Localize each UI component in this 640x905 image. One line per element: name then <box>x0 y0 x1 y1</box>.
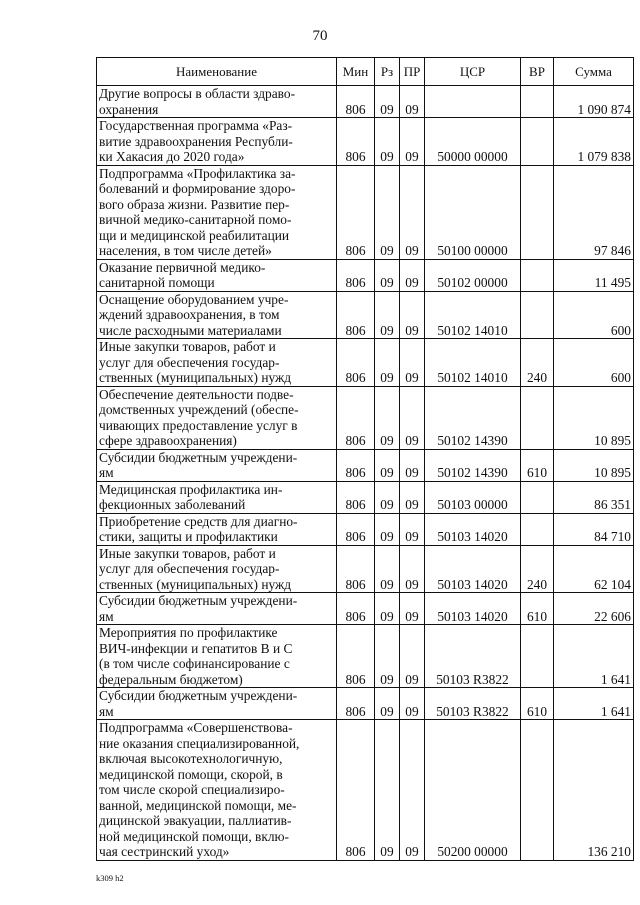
row-vr <box>521 625 554 688</box>
header-rz: Рз <box>375 58 400 86</box>
table-row <box>97 118 634 166</box>
header-pr: ПР <box>400 58 425 86</box>
row-csr: 50100 00000 <box>425 165 521 259</box>
row-vr: 610 <box>521 449 554 481</box>
row-rz: 09 <box>375 593 400 625</box>
row-pr: 09 <box>400 291 425 339</box>
row-name: Оказание первичной медико- санитарной помощи <box>97 259 337 291</box>
row-rz: 09 <box>375 291 400 339</box>
row-min: 806 <box>337 593 375 625</box>
table-row <box>97 339 634 387</box>
row-rz: 09 <box>375 165 400 259</box>
row-csr: 50102 00000 <box>425 259 521 291</box>
row-pr: 09 <box>400 339 425 387</box>
row-csr: 50102 14010 <box>425 291 521 339</box>
row-min: 806 <box>337 339 375 387</box>
row-name: Субсидии бюджетным учреждени- ям <box>97 688 337 720</box>
row-pr: 09 <box>400 449 425 481</box>
row-min: 806 <box>337 291 375 339</box>
row-sum: 1 090 874 <box>554 86 634 118</box>
row-name: Приобретение средств для диагно- стики, защиты и профилактики <box>97 513 337 545</box>
row-pr: 09 <box>400 545 425 593</box>
row-pr: 09 <box>400 625 425 688</box>
row-name: Мероприятия по профилактике ВИЧ-инфекции и гепатитов В и С (в том числе софинансирование с федеральным бюджетом) <box>97 625 337 688</box>
header-min: Мин <box>337 58 375 86</box>
row-sum: 22 606 <box>554 593 634 625</box>
row-sum: 600 <box>554 339 634 387</box>
row-vr: 610 <box>521 593 554 625</box>
row-pr: 09 <box>400 513 425 545</box>
row-name: Подпрограмма «Совершенствова- ние оказания специализированной, включая высокотехнологичную, медицинской помощи, скорой, в том числе скорой специализиро- ванной, медицинской помощи, ме- дицинской эвакуации, паллиатив- ной медицинской помощи, вклю- чая сестринский уход» <box>97 720 337 861</box>
row-min: 806 <box>337 513 375 545</box>
table-row <box>97 720 634 861</box>
budget-table <box>96 57 634 861</box>
row-csr: 50200 00000 <box>425 720 521 861</box>
row-name: Подпрограмма «Профилактика за- болеваний и формирование здоро- вого образа жизни. Развитие пер- вичной медико-санитарной помо- щи и медицинской реабилитации населения, в том числе детей» <box>97 165 337 259</box>
header-vr: ВР <box>521 58 554 86</box>
row-min: 806 <box>337 165 375 259</box>
table-header-row <box>97 58 634 86</box>
table-row <box>97 259 634 291</box>
header-sum: Сумма <box>554 58 634 86</box>
row-vr <box>521 481 554 513</box>
row-name: Субсидии бюджетным учреждени- ям <box>97 449 337 481</box>
row-pr: 09 <box>400 86 425 118</box>
row-min: 806 <box>337 259 375 291</box>
row-rz: 09 <box>375 86 400 118</box>
row-csr: 50103 00000 <box>425 481 521 513</box>
table-row <box>97 386 634 449</box>
footer-code: k309 h2 <box>96 873 124 883</box>
row-sum: 136 210 <box>554 720 634 861</box>
row-name: Иные закупки товаров, работ и услуг для обеспечения государ- ственных (муниципальных) нужд <box>97 545 337 593</box>
row-csr: 50103 14020 <box>425 545 521 593</box>
row-csr: 50102 14390 <box>425 386 521 449</box>
row-rz: 09 <box>375 688 400 720</box>
row-name: Другие вопросы в области здраво- охранения <box>97 86 337 118</box>
row-vr: 240 <box>521 339 554 387</box>
row-min: 806 <box>337 688 375 720</box>
row-name: Медицинская профилактика ин- фекционных заболеваний <box>97 481 337 513</box>
row-sum: 84 710 <box>554 513 634 545</box>
row-pr: 09 <box>400 118 425 166</box>
table-row <box>97 688 634 720</box>
row-pr: 09 <box>400 593 425 625</box>
row-sum: 10 895 <box>554 386 634 449</box>
table-row <box>97 625 634 688</box>
row-pr: 09 <box>400 386 425 449</box>
row-csr: 50103 R3822 <box>425 688 521 720</box>
row-rz: 09 <box>375 625 400 688</box>
row-sum: 11 495 <box>554 259 634 291</box>
row-name: Обеспечение деятельности подве- домственных учреждений (обеспе- чивающих предоставление услуг в сфере здравоохранения) <box>97 386 337 449</box>
row-sum: 62 104 <box>554 545 634 593</box>
row-sum: 97 846 <box>554 165 634 259</box>
row-min: 806 <box>337 481 375 513</box>
row-csr: 50103 R3822 <box>425 625 521 688</box>
table-row <box>97 449 634 481</box>
page-number: 70 <box>312 28 328 44</box>
row-pr: 09 <box>400 688 425 720</box>
row-csr: 50102 14390 <box>425 449 521 481</box>
row-rz: 09 <box>375 386 400 449</box>
row-name: Иные закупки товаров, работ и услуг для обеспечения государ- ственных (муниципальных) нужд <box>97 339 337 387</box>
table-row <box>97 513 634 545</box>
row-sum: 1 641 <box>554 688 634 720</box>
row-pr: 09 <box>400 259 425 291</box>
table-row <box>97 481 634 513</box>
row-rz: 09 <box>375 449 400 481</box>
table-row <box>97 291 634 339</box>
row-sum: 1 641 <box>554 625 634 688</box>
header-name: Наименование <box>97 58 337 86</box>
row-min: 806 <box>337 118 375 166</box>
row-rz: 09 <box>375 259 400 291</box>
row-rz: 09 <box>375 339 400 387</box>
row-min: 806 <box>337 625 375 688</box>
table-row <box>97 593 634 625</box>
row-rz: 09 <box>375 513 400 545</box>
row-vr <box>521 165 554 259</box>
row-csr: 50103 14020 <box>425 593 521 625</box>
row-vr: 610 <box>521 688 554 720</box>
row-name: Субсидии бюджетным учреждени- ям <box>97 593 337 625</box>
row-rz: 09 <box>375 481 400 513</box>
row-csr: 50102 14010 <box>425 339 521 387</box>
table-row <box>97 86 634 118</box>
row-name: Оснащение оборудованием учре- ждений здравоохранения, в том числе расходными материалами <box>97 291 337 339</box>
row-name: Государственная программа «Раз- витие здравоохранения Республи- ки Хакасия до 2020 года» <box>97 118 337 166</box>
row-pr: 09 <box>400 720 425 861</box>
row-sum: 10 895 <box>554 449 634 481</box>
row-vr <box>521 118 554 166</box>
header-csr: ЦСР <box>425 58 521 86</box>
row-sum: 86 351 <box>554 481 634 513</box>
row-vr: 240 <box>521 545 554 593</box>
row-vr <box>521 720 554 861</box>
row-vr <box>521 86 554 118</box>
row-pr: 09 <box>400 481 425 513</box>
row-sum: 1 079 838 <box>554 118 634 166</box>
row-min: 806 <box>337 386 375 449</box>
row-rz: 09 <box>375 545 400 593</box>
row-sum: 600 <box>554 291 634 339</box>
row-vr <box>521 259 554 291</box>
row-vr <box>521 513 554 545</box>
row-pr: 09 <box>400 165 425 259</box>
row-vr <box>521 291 554 339</box>
row-min: 806 <box>337 449 375 481</box>
row-rz: 09 <box>375 720 400 861</box>
table-row <box>97 545 634 593</box>
row-vr <box>521 386 554 449</box>
row-csr: 50103 14020 <box>425 513 521 545</box>
table-row <box>97 165 634 259</box>
row-min: 806 <box>337 720 375 861</box>
row-min: 806 <box>337 86 375 118</box>
row-csr: 50000 00000 <box>425 118 521 166</box>
row-csr <box>425 86 521 118</box>
row-rz: 09 <box>375 118 400 166</box>
row-min: 806 <box>337 545 375 593</box>
